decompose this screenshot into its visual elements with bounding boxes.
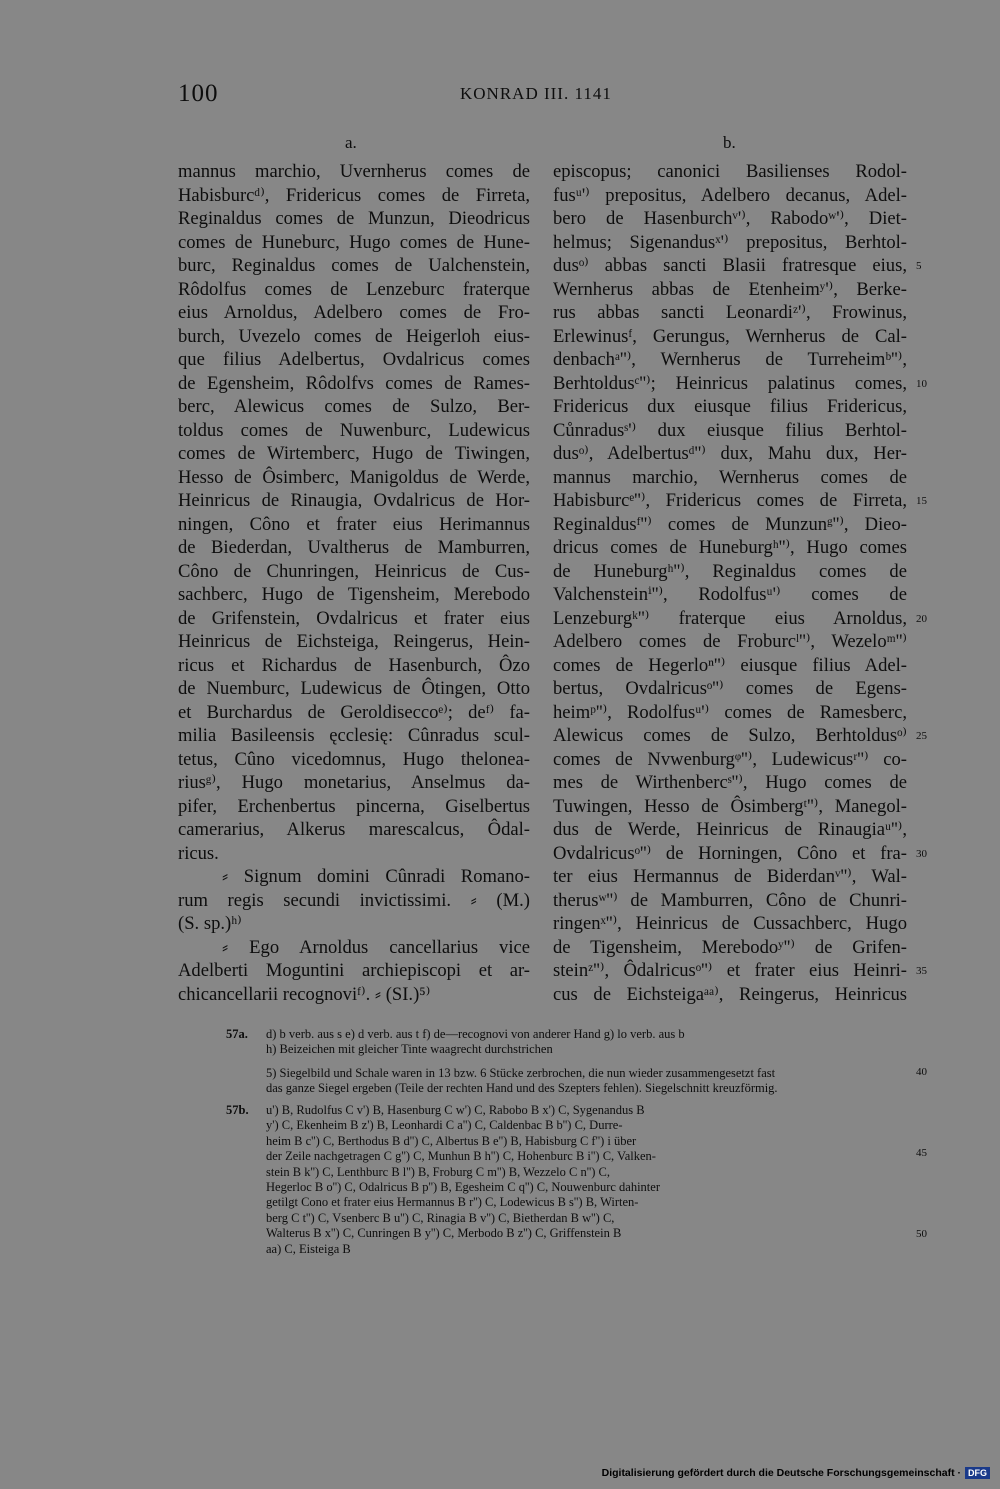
text-line: fusᵘ'⁾ prepositus, Adelbero decanus, Adel- xyxy=(553,184,907,206)
text-line: ter eius Hermannus de Biderdanᵛ''⁾, Wal- xyxy=(553,866,907,887)
margin-line-number: 10 xyxy=(916,377,927,390)
text-line: de Tigensheim, Merebodoʸ''⁾ de Grifen- xyxy=(553,936,907,958)
text-line: de Egensheim, Rôdolfvs comes de Rames- xyxy=(178,372,530,394)
text-line: tetus, Cûno vicedomnus, Hugo theloneа- xyxy=(178,748,530,770)
text-line: dusᵒ⁾, Adelbertusᵈ''⁾ dux, Mahu dux, Her- xyxy=(553,443,907,464)
text-line: Reginaldusᶠ''⁾ comes de Munzunᵍ''⁾, Dieo- xyxy=(553,513,907,535)
margin-line-number: 30 xyxy=(916,847,927,860)
text-line: comes de Wirtemberc, Hugo de Tiwingen, xyxy=(178,443,530,464)
text-line: Tuwingen, Hesso de Ôsimbergᵗ''⁾, Manegol- xyxy=(553,795,907,817)
note-line: Hegerloc B o'') C, Odalricus B p'') B, Egesheim C q'') C, Nouwenburc dahinter xyxy=(266,1180,660,1195)
text-line: Cůnradusˢ'⁾ dux eiusque filius Berhtol- xyxy=(553,419,907,441)
note-line: 5) Siegelbild und Schale waren in 13 bzw. 6 Stücke zerbrochen, die nun wieder zusammengesetzt fast xyxy=(266,1066,776,1080)
text-line: rum regis secundi invictissimi. ⸗ (M.) xyxy=(178,889,530,911)
text-line: Hesso de Ôsimberc, Manigoldus de Werde, xyxy=(178,466,530,488)
text-line: sachberc, Hugo de Tigensheim, Merebodo xyxy=(178,584,530,605)
text-line: dricus comes de Huneburgʰ''⁾, Hugo comes xyxy=(553,537,907,558)
text-line: Heinricus de Eichsteiga, Reingerus, Hein- xyxy=(178,631,530,652)
dfg-logo: DFG xyxy=(965,1467,990,1479)
text-line: eius Arnoldus, Adelbero comes de Fro- xyxy=(178,302,530,323)
text-line: ricus et Richardus de Hasenburch, Ôzo xyxy=(178,654,530,676)
text-line: heimᵖ''⁾, Rodolfusᵘ'⁾ comes de Ramesberc, xyxy=(553,701,907,723)
notes-57a xyxy=(266,1027,906,1058)
text-line: dusᵒ⁾ abbas sancti Blasii fratresque eius, xyxy=(553,255,907,276)
note-line: getilgt Cono et frater eius Hermannus B r'') C, Lodewicus B s'') B, Wirten- xyxy=(266,1195,639,1210)
text-line: ricus. xyxy=(178,842,219,864)
text-line: chicancellarii recognoviᶠ⁾. ⸗ (SI.)⁵⁾ xyxy=(178,983,431,1005)
margin-line-number: 35 xyxy=(916,965,927,977)
text-line: Alewicus comes de Sulzo, Berhtoldusᵒ⁾ xyxy=(553,725,907,746)
note-line: heim B c'') C, Berthodus B d'') C, Albertus B e'') B, Habisburg C f'') i über xyxy=(266,1133,637,1148)
note-5 xyxy=(266,1066,906,1097)
text-line: rus abbas sancti Leonardiᶻ'⁾, Frowinus, xyxy=(553,302,907,323)
text-line: ringenˣ''⁾, Heinricus de Cussachberc, Hugo xyxy=(553,913,907,934)
text-line: Ovdalricusᵒ''⁾ de Horningen, Côno et fra- xyxy=(553,842,907,864)
column-a-label: a. xyxy=(345,133,357,152)
text-line: Côno de Chunringen, Heinricus de Cus- xyxy=(178,560,530,582)
text-line: ⸗ Signum domini Cûnradi Romano- xyxy=(222,866,530,887)
text-line: mes de Wirthenbercˢ''⁾, Hugo comes de xyxy=(553,772,907,793)
footer-text: Digitalisierung gefördert durch die Deutsche Forschungsgemeinschaft · xyxy=(601,1467,961,1479)
text-line: Adelberti Moguntini archiepiscopi et ar- xyxy=(178,960,530,981)
text-line: de Biederdan, Uvaltherus de Mamburren, xyxy=(178,537,530,558)
text-line: burch, Uvezelo comes de Heigerloh eius- xyxy=(178,325,530,347)
text-line: Rôdolfus comes de Lenzeburc fraterque xyxy=(178,278,530,300)
text-line: de Nuemburc, Ludewicus de Ôtingen, Otto xyxy=(178,678,530,699)
footer xyxy=(602,1467,990,1479)
text-line: berc, Alewicus comes de Sulzo, Ber- xyxy=(178,396,530,417)
note-line: y') C, Ekenheim B z') B, Leonhardi C a'') C, Caldenbac B b'') C, Durre- xyxy=(266,1118,623,1133)
note-line: d) b verb. aus s e) d verb. aus t f) de—recognovi von anderer Hand g) lo verb. aus b xyxy=(266,1027,685,1041)
text-line: mannus marchio, Wernherus comes de xyxy=(553,466,907,488)
text-line: milia Basileensis ęcclesię: Cûnradus scul- xyxy=(178,725,530,746)
column-b-text xyxy=(553,160,907,1006)
text-line: Berhtoldusᶜ''⁾; Heinricus palatinus comes, xyxy=(553,372,907,394)
note-line: das ganze Siegel ergeben (Teile der rechten Hand und des Szepters fehlen). Siegelschnitt kreuzförmig. xyxy=(266,1081,778,1096)
text-line: et Burchardus de Geroldiseccoᵉ⁾; deᶠ⁾ fa- xyxy=(178,701,530,723)
text-line: cus de Eichsteigaᵃᵃ⁾, Reingerus, Heinricus xyxy=(553,983,907,1005)
text-line: denbachᵃ''⁾, Wernherus de Turreheimᵇ''⁾, xyxy=(553,349,907,370)
note-margin-number: 45 xyxy=(916,1147,927,1159)
text-line: camerarius, Alkerus marescalcus, Ôdal- xyxy=(178,819,530,840)
text-line: therusʷ''⁾ de Mamburren, Côno de Chunri- xyxy=(553,889,907,911)
text-line: Adelbero comes de Froburcˡ''⁾, Wezeloᵐ''⁾ xyxy=(553,631,907,652)
note-line: Walterus B x'') C, Cunringen B y'') C, Merbodo B z'') C, Griffenstein B xyxy=(266,1226,622,1241)
text-line: mannus marchio, Uvernherus comes de xyxy=(178,161,530,182)
note-line: u') B, Rudolfus C v') B, Hasenburg C w') C, Rabobo B x') C, Sygenandus B xyxy=(266,1103,645,1117)
text-line: Heinricus de Rinaugia, Ovdalricus de Hor- xyxy=(178,490,530,511)
note-margin-number: 50 xyxy=(916,1228,927,1240)
note-label-57a: 57a. xyxy=(226,1027,248,1041)
text-line: comes de Hegerloⁿ''⁾ eiusque filius Adel- xyxy=(553,654,907,676)
text-line: de Huneburgʰ''⁾, Reginaldus comes de xyxy=(553,560,907,582)
text-line: que filius Adelbertus, Ovdalricus comes xyxy=(178,349,530,370)
text-line: Erlewinusᶠ, Gerungus, Wernherus de Cal- xyxy=(553,325,907,347)
text-line: de Grifenstein, Ovdalricus et frater eius xyxy=(178,607,530,629)
text-line: Valchensteinⁱ''⁾, Rodolfusᵘ'⁾ comes de xyxy=(553,584,907,605)
margin-line-number: 5 xyxy=(916,260,922,272)
text-line: Wernherus abbas de Etenheimʸ'⁾, Berke- xyxy=(553,278,907,300)
note-line: stein B k'') C, Lenthburc B l'') B, Froburg C m'') B, Wezzelo C n'') C, xyxy=(266,1164,610,1179)
text-line: Habisburcᵈ⁾, Fridericus comes de Firreta, xyxy=(178,184,530,206)
page-number: 100 xyxy=(178,80,219,107)
text-line: bertus, Ovdalricusᵒ''⁾ comes de Egens- xyxy=(553,678,907,699)
margin-line-number: 25 xyxy=(916,730,927,742)
text-line: episcopus; canonici Basilienses Rodol- xyxy=(553,161,907,182)
text-line: dus de Werde, Heinricus de Rinaugiaᵘ''⁾, xyxy=(553,819,907,840)
text-line: pifer, Erchenbertus pincerna, Giselbertus xyxy=(178,795,530,817)
text-line: (S. sp.)ʰ⁾ xyxy=(178,913,242,934)
text-line: helmus; Sigenandusˣ'⁾ prepositus, Berhtol- xyxy=(553,231,907,253)
note-label-57b: 57b. xyxy=(226,1103,249,1117)
note-line: aa) C, Eisteiga B xyxy=(266,1241,351,1256)
text-line: riusᵍ⁾, Hugo monetarius, Anselmus da- xyxy=(178,772,530,793)
note-line: berg C t'') C, Vsenberc B u'') C, Rinagia B v'') C, Bietherdan B w'') C, xyxy=(266,1210,615,1225)
text-line: ningen, Côno et frater eius Herimannus xyxy=(178,513,530,535)
text-line: Fridericus dux eiusque filius Fridericus, xyxy=(553,396,907,417)
running-head: KONRAD III. 1141 xyxy=(460,84,612,103)
text-line: Lenzeburgᵏ''⁾ fraterque eius Arnoldus, xyxy=(553,607,907,629)
column-a-text xyxy=(178,160,530,1006)
text-line: Habisburcᵉ''⁾, Fridericus comes de Firreta, xyxy=(553,490,907,511)
note-margin-number: 40 xyxy=(916,1066,927,1078)
text-line: bero de Hasenburchᵛ'⁾, Rabodoʷ'⁾, Diet- xyxy=(553,208,907,229)
text-line: comes de Nvwenburgᵠ''⁾, Ludewicusʳ''⁾ co- xyxy=(553,748,907,770)
margin-line-number: 15 xyxy=(916,495,927,507)
text-line: comes de Huneburc, Hugo comes de Hune- xyxy=(178,231,530,253)
text-line: toldus comes de Nuwenburc, Ludewicus xyxy=(178,419,530,441)
notes-57b xyxy=(266,1103,906,1257)
text-line: Reginaldus comes de Munzun, Dieodricus xyxy=(178,208,530,229)
text-line: steinᶻ''⁾, Ôdalricusᵒ''⁾ et frater eius Heinri- xyxy=(553,960,907,981)
note-line: der Zeile nachgetragen C g'') C, Munhun B h'') C, Hohenburc B i'') C, Valken- xyxy=(266,1149,656,1164)
margin-line-number: 20 xyxy=(916,612,927,625)
column-b-label: b. xyxy=(723,133,736,152)
text-line: burc, Reginaldus comes de Ualchenstein, xyxy=(178,255,530,276)
text-line: ⸗ Ego Arnoldus cancellarius vice xyxy=(222,936,530,958)
note-line: h) Beizeichen mit gleicher Tinte waagrecht durchstrichen xyxy=(266,1042,553,1057)
